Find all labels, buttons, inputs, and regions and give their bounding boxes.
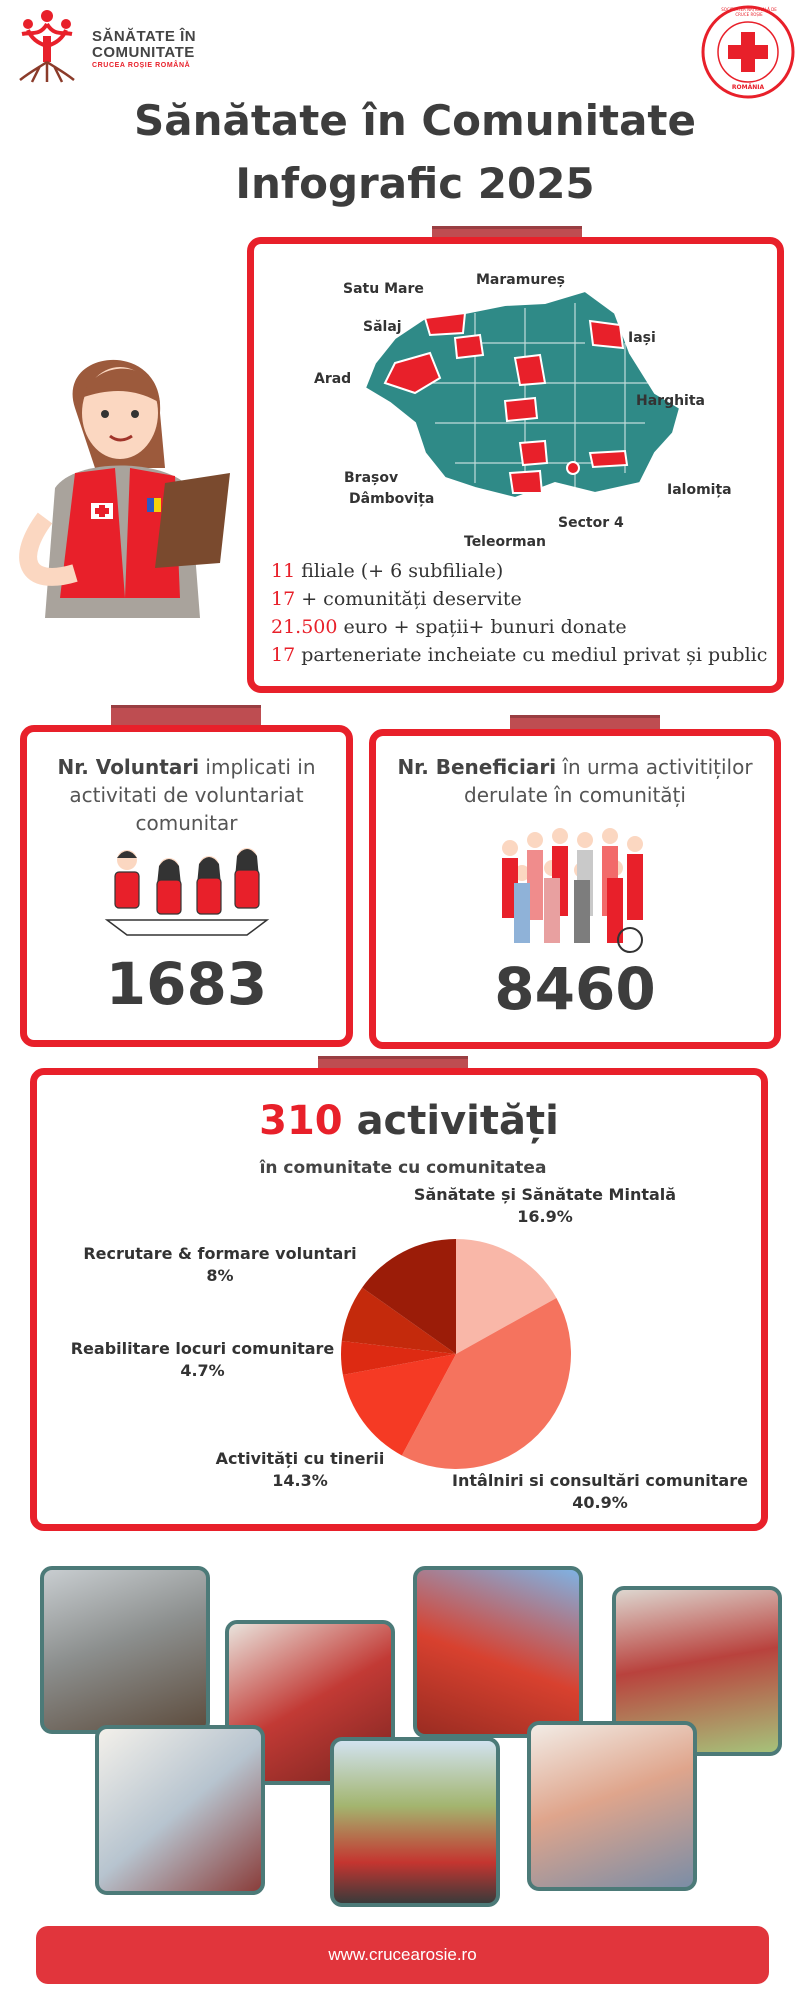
pie-label-pct: 4.7% bbox=[180, 1361, 225, 1380]
seal-text: SOCIETATEA NAȚIONALĂ DE CRUCE ROȘIE bbox=[721, 7, 777, 17]
stat-line bbox=[271, 588, 522, 610]
county-label: Teleorman bbox=[464, 534, 547, 550]
page-title-line2: Infografic 2025 bbox=[235, 159, 595, 208]
pie-label-pct: 40.9% bbox=[572, 1493, 628, 1512]
tree-people-icon bbox=[10, 6, 84, 86]
pie-label bbox=[60, 1338, 345, 1382]
stat-number: 17 bbox=[271, 644, 296, 666]
red-cross-seal bbox=[700, 4, 796, 100]
pie-label-name: Recrutare & formare voluntari bbox=[83, 1244, 357, 1263]
seal-bottom-text: ROMÂNIA bbox=[731, 84, 765, 91]
stat-line bbox=[271, 560, 503, 582]
pie-label-pct: 14.3% bbox=[272, 1471, 328, 1490]
activities-pie-chart bbox=[336, 1234, 576, 1474]
county-label: Satu Mare bbox=[343, 281, 424, 297]
county-label: Arad bbox=[314, 371, 352, 387]
pie-label bbox=[445, 1470, 755, 1514]
program-logo bbox=[10, 6, 210, 86]
stat-line bbox=[271, 616, 627, 638]
logo-line1: SĂNĂTATE ÎN bbox=[92, 28, 197, 45]
activities-heading bbox=[30, 1098, 788, 1144]
beneficiaries-caption-text: în urma activitiților derulate în comunități bbox=[464, 755, 753, 807]
volunteers-caption-bold: Nr. Voluntari bbox=[57, 755, 200, 779]
activities-subtitle: în comunitate cu comunitatea bbox=[259, 1158, 547, 1178]
activity-photo bbox=[95, 1725, 265, 1895]
page-title-line1: Sănătate în Comunitate bbox=[134, 96, 696, 145]
county-label: Sălaj bbox=[363, 319, 402, 335]
stat-number: 17 bbox=[271, 588, 296, 610]
volunteers-caption bbox=[45, 753, 328, 837]
beneficiaries-caption-bold: Nr. Beneficiari bbox=[397, 755, 557, 779]
website-link[interactable]: www.crucearosie.ro bbox=[36, 1926, 769, 1984]
stat-number: 11 bbox=[271, 560, 296, 582]
stat-text: + comunități deservite bbox=[295, 588, 522, 610]
activities-count: 310 bbox=[259, 1098, 343, 1144]
volunteers-count: 1683 bbox=[105, 950, 268, 1018]
stat-line bbox=[271, 644, 767, 666]
beneficiaries-count: 8460 bbox=[494, 955, 656, 1023]
pie-label-name: Intâlniri si consultări comunitare bbox=[452, 1471, 748, 1490]
pie-label-pct: 8% bbox=[206, 1266, 234, 1285]
county-label: Brașov bbox=[344, 470, 399, 486]
stat-text: parteneriate incheiate cu mediul privat și public bbox=[295, 644, 768, 666]
activity-photo bbox=[527, 1721, 697, 1891]
beneficiaries-crowd-illustration bbox=[490, 818, 660, 958]
activity-photo bbox=[413, 1566, 583, 1738]
pie-label-name: Sănătate și Sănătate Mintală bbox=[413, 1185, 677, 1204]
county-label: Maramureș bbox=[476, 272, 566, 288]
activity-photo bbox=[40, 1566, 210, 1734]
pie-label bbox=[70, 1243, 370, 1287]
volunteers-caption-text: implicati in activitati de voluntariat comunitar bbox=[69, 755, 316, 835]
volunteer-illustration bbox=[15, 318, 245, 618]
stat-text: filiale (+ 6 subfiliale) bbox=[295, 560, 504, 582]
stat-number: 21.500 bbox=[271, 616, 338, 638]
activity-photo bbox=[330, 1737, 500, 1907]
volunteers-group-illustration bbox=[97, 840, 277, 940]
county-label: Dâmbovița bbox=[349, 491, 435, 507]
county-label: Harghita bbox=[636, 393, 705, 409]
logo-subtitle: CRUCEA ROȘIE ROMÂNĂ bbox=[92, 62, 191, 69]
county-label: Iași bbox=[628, 330, 656, 346]
pie-label-name: Activități cu tinerii bbox=[215, 1449, 385, 1468]
pie-label bbox=[200, 1448, 400, 1492]
county-label: Ialomița bbox=[667, 482, 732, 498]
pie-label-pct: 16.9% bbox=[517, 1207, 573, 1226]
pie-label-name: Reabilitare locuri comunitare bbox=[70, 1339, 335, 1358]
stat-text: euro + spații+ bunuri donate bbox=[337, 616, 627, 638]
pie-label bbox=[400, 1184, 690, 1228]
activities-word: activități bbox=[342, 1098, 559, 1144]
county-label: Sector 4 bbox=[558, 515, 624, 531]
logo-line2: COMUNITATE bbox=[92, 44, 195, 61]
beneficiaries-caption bbox=[390, 753, 760, 809]
